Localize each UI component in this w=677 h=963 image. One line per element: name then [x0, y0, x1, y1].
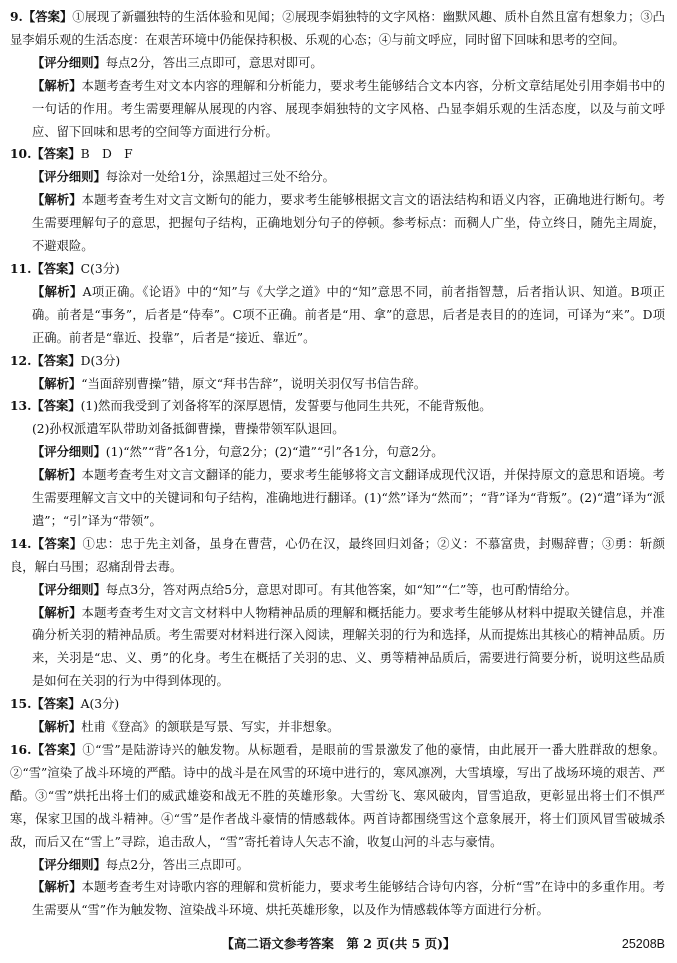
question-number: 16. — [10, 742, 32, 757]
section-tag: 【答案】 — [31, 398, 81, 414]
section-text: 每点2分，答出三点即可，意思对即可。 — [105, 55, 323, 70]
section-tag: 【解析】 — [32, 719, 82, 735]
answer-detail — [10, 418, 665, 441]
section-tag: 【答案】 — [31, 260, 81, 276]
section-text: C(3分) — [80, 261, 120, 276]
question-number: 14. — [10, 535, 32, 551]
answer-detail — [10, 876, 665, 922]
section-text: 本题考查考生对文本内容的理解和分析能力，要求考生能够结合文本内容，分析文章结尾处引用李娟书中的一句话的作用。考生需要理解从展现的内容、展现李娟独特的文字风格、凸显李娟乐观的生活态度，以及与前文呼应、留下回味和思考的空间等方面进行分析。 — [32, 78, 665, 139]
section-text: 每点2分，答出三点即可。 — [105, 857, 249, 872]
section-text: ①忠：忠于先主刘备，虽身在曹营，心仍在汉，最终回归刘备；②义：不慕富贵，封赐辞曹；③勇：斩颜良，解白马围；忍痛刮骨去毒。 — [10, 536, 665, 574]
section-tag: 【解析】 — [32, 192, 82, 208]
section-text: 每点3分，答对两点给5分，意思对即可。有其他答案，如“知”“仁”等，也可酌情给分。 — [105, 582, 577, 597]
question-number: 12. — [10, 352, 32, 368]
section-text: A项正确。《论语》中的“知”与《大学之道》中的“知”意思不同，前者指智慧，后者指认识、知道。B项正确。前者是“事务”，后者是“侍奉”。C项不正确。前者是“用、拿”的意思，后者是表目的的连词，可译为“来”。D项正确。前者是“靠近、投靠”，后者是“接近、靠近”。 — [32, 284, 665, 345]
section-tag: 【解析】 — [32, 604, 82, 620]
answer-detail — [10, 189, 665, 258]
question-number: 10. — [10, 146, 32, 162]
answer-line — [10, 6, 665, 52]
answer-item — [10, 533, 665, 693]
answer-line — [10, 739, 665, 854]
section-text: (1)然而我受到了刘备将军的深厚恩情，发誓要与他同生共死，不能背叛他。 — [80, 399, 492, 414]
section-tag: 【评分细则】 — [32, 54, 106, 70]
section-text: 杜甫《登高》的颔联是写景、写实，并非想象。 — [81, 720, 340, 735]
answer-item — [10, 258, 665, 350]
answer-item — [10, 6, 665, 143]
section-text: 本题考查考生对文言文断句的能力，要求考生能够根据文言文的语法结构和语义内容，正确地进行断句。考生需要理解句子的意思，把握句子结构，正确地划分句子的停顿。参考标点：而稠人广坐，侍立终日，随先主周旋，不避艰险。 — [32, 193, 665, 254]
answer-detail — [10, 716, 665, 739]
answer-detail — [10, 464, 665, 533]
section-tag: 【答案】 — [31, 696, 81, 712]
section-text: 每涂对一处给1分，涂黑超过三处不给分。 — [105, 170, 335, 185]
answer-line — [10, 143, 665, 166]
section-text: ①“雪”是陆游诗兴的触发物。从标题看，是眼前的雪景激发了他的豪情，由此展开一番大胜群敌的想象。②“雪”渲染了战斗环境的严酷。诗中的战斗是在风雪的环境中进行的，寒风凛冽，大雪填壕，写出了战场环境的艰苦、严酷。③“雪”烘托出将士们的威武雄姿和战无不胜的英雄形象。大雪纷飞、寒风破肉，冒雪追敌，更彰显出将士们不惧严寒，保家卫国的战斗精神。④“雪”是作者战斗豪情的情感载体。两首诗都围绕雪这个意象展开，将士们顶风冒雪破城杀敌，而后又在“雪上”寻踪，追击敌人，“雪”寄托着诗人矢志不渝，收复山河的斗志与豪情。 — [10, 743, 665, 849]
footer-code: 25208B — [621, 937, 665, 951]
section-tag: 【解析】 — [32, 77, 82, 93]
section-text: 本题考查考生对文言文翻译的能力，要求考生能够将文言文翻译成现代汉语，并保持原文的意思和语境。考生需要理解文言文中的关键词和句子结构，准确地进行翻译。(1)“然”译为“然而”；“背”译为“背叛”。(2)“遣”译为“派遣”；“引”译为“带领”。 — [32, 468, 665, 528]
answer-detail — [10, 52, 665, 75]
footer-title: 【高二语文参考答案 第 2 页(共 5 页)】 — [221, 936, 456, 951]
section-text: A(3分) — [80, 697, 120, 712]
answer-item — [10, 739, 665, 922]
answer-detail — [10, 602, 665, 694]
answer-line — [10, 395, 665, 418]
question-number: 9. — [10, 9, 23, 24]
section-text: (1)“然”“背”各1分，句意2分；(2)“遣”“引”各1分，句意2分。 — [105, 445, 444, 460]
answer-detail — [10, 579, 665, 602]
section-tag: 【解析】 — [32, 375, 82, 391]
section-text: ①展现了新疆独特的生活体验和见闻；②展现李娟独特的文字风格：幽默风趣、质朴自然且富有想象力；③凸显李娟乐观的生活态度：在艰苦环境中仍能保持积极、乐观的心态；④与前文呼应，同时留下回味和思考的空间。 — [10, 10, 665, 47]
page-footer — [0, 932, 677, 956]
section-tag: 【答案】 — [31, 352, 81, 368]
answer-item — [10, 693, 665, 739]
answer-line — [10, 350, 665, 373]
section-text: D(3分) — [80, 353, 121, 368]
answer-list — [10, 6, 665, 922]
answer-detail — [10, 373, 665, 396]
section-tag: 【评分细则】 — [32, 856, 106, 872]
section-text: (2)孙权派遣军队带助刘备抵御曹操，曹操带领军队退回。 — [32, 422, 345, 437]
answer-line — [10, 258, 665, 281]
answer-line — [10, 533, 665, 579]
section-text: 本题考查考生对文言文材料中人物精神品质的理解和概括能力。要求考生能够从材料中提取关键信息，并准确分析关羽的精神品质。考生需要对材料进行深入阅读，理解关羽的行为和选择，从而提炼出其核心的精神品质。历来，关羽是“忠、义、勇”的化身。考生在概括了关羽的忠、义、勇等精神品质后，需要进行简要分析，说明这些品质是如何在关羽的行为中得到体现的。 — [32, 605, 665, 689]
section-text: “当面辞别曹操”错，原文“拜书告辞”，说明关羽仅写书信告辞。 — [81, 376, 427, 391]
answer-detail — [10, 75, 665, 144]
answer-item — [10, 143, 665, 258]
section-tag: 【答案】 — [22, 9, 73, 24]
section-tag: 【评分细则】 — [32, 444, 106, 460]
answer-line — [10, 693, 665, 716]
question-number: 11. — [10, 260, 32, 276]
section-tag: 【解析】 — [32, 467, 82, 483]
answer-detail — [10, 441, 665, 464]
section-tag: 【答案】 — [31, 742, 83, 757]
section-tag: 【答案】 — [31, 535, 83, 551]
section-text: 本题考查考生对诗歌内容的理解和赏析能力，要求考生能够结合诗句内容，分析“雪”在诗中的多重作用。考生需要从“雪”作为触发物、渲染战斗环境、烘托英雄形象，以及作为情感载体等方面进行分析。 — [32, 880, 665, 918]
section-tag: 【解析】 — [32, 879, 82, 895]
question-number: 13. — [10, 398, 32, 414]
question-number: 15. — [10, 696, 32, 712]
answer-item — [10, 395, 665, 532]
section-tag: 【答案】 — [31, 146, 81, 162]
answer-detail — [10, 854, 665, 877]
answer-detail — [10, 281, 665, 350]
section-tag: 【评分细则】 — [32, 169, 106, 185]
section-tag: 【解析】 — [32, 283, 83, 299]
answer-item — [10, 350, 665, 396]
section-tag: 【评分细则】 — [32, 581, 106, 597]
section-text: B D F — [80, 147, 133, 162]
answer-detail — [10, 166, 665, 189]
